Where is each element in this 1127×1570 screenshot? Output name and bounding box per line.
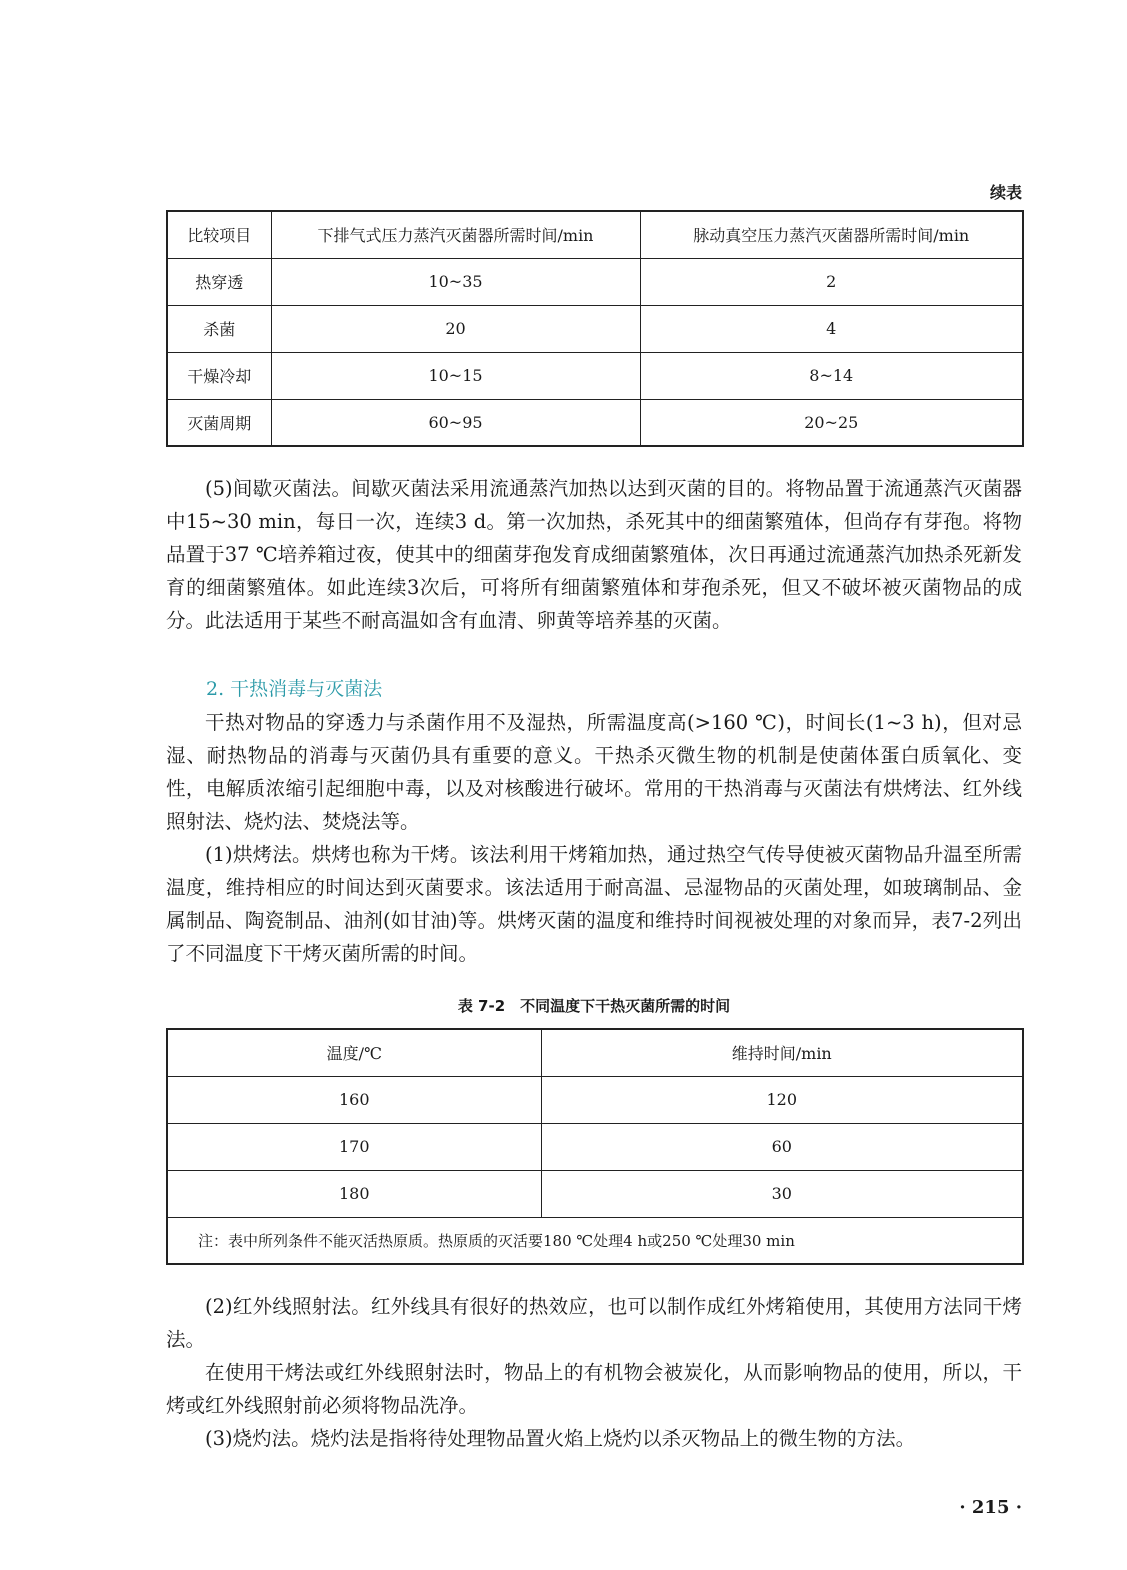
table-cell: 干燥冷却 — [167, 352, 271, 399]
table-header-row — [167, 1029, 1023, 1076]
table-cell: 8~14 — [640, 352, 1023, 399]
table-caption: 表 7-2 不同温度下干热灭菌所需的时间 — [457, 997, 731, 1015]
table-cell: 170 — [167, 1123, 541, 1170]
table-row — [167, 1170, 1023, 1217]
table-cell: 20~25 — [640, 399, 1023, 446]
paragraph-dry-heat-intro: 干热对物品的穿透力与杀菌作用不及湿热，所需温度高(>160 ℃)，时间长(1~3 h)，但对忌湿、耐热物品的消毒与灭菌仍具有重要的意义。干热杀灭微生物的机制是使菌体蛋白质氧化、变性，电解质浓缩引起细胞中毒，以及对核酸进行破坏。常用的干热消毒与灭菌法有烘烤法、红外线照射法、烧灼法、焚烧法等。 — [166, 711, 1022, 833]
table-row — [167, 1123, 1023, 1170]
table-cell: 热穿透 — [167, 258, 271, 305]
table-row — [167, 352, 1023, 399]
paragraph-infrared-method: (2)红外线照射法。红外线具有很好的热效应，也可以制作成红外烤箱使用，其使用方法同干烤法。 — [166, 1295, 1022, 1351]
table-row — [167, 399, 1023, 446]
table-cell: 20 — [271, 305, 640, 352]
dry-heat-time-table — [166, 1028, 1024, 1265]
table-cell: 120 — [541, 1076, 1023, 1123]
table-note-row — [167, 1217, 1023, 1264]
table-cell: 180 — [167, 1170, 541, 1217]
table-row — [167, 258, 1023, 305]
table-note: 注：表中所列条件不能灭活热原质。热原质的灭活要180 ℃处理4 h或250 ℃处理30 min — [167, 1217, 1023, 1264]
table-header-cell: 温度/℃ — [167, 1029, 541, 1076]
table-header-cell: 下排气式压力蒸汽灭菌器所需时间/min — [271, 211, 640, 258]
table-cell: 160 — [167, 1076, 541, 1123]
table-cell: 2 — [640, 258, 1023, 305]
paragraph-cleaning-note: 在使用干烤法或红外线照射法时，物品上的有机物会被炭化，从而影响物品的使用，所以，干烤或红外线照射前必须将物品洗净。 — [166, 1361, 1022, 1417]
table-header-cell: 比较项目 — [167, 211, 271, 258]
section-heading: 2. 干热消毒与灭菌法 — [206, 678, 383, 700]
table-cell: 灭菌周期 — [167, 399, 271, 446]
paragraph-intermittent-sterilization: (5)间歇灭菌法。间歇灭菌法采用流通蒸汽加热以达到灭菌的目的。将物品置于流通蒸汽灭菌器中15~30 min，每日一次，连续3 d。第一次加热，杀死其中的细菌繁殖体，但尚存有芽孢。将物品置于37 ℃培养箱过夜，使其中的细菌芽孢发育成细菌繁殖体，次日再通过流通蒸汽加热杀死新发育的细菌繁殖体。如此连续3次后，可将所有细菌繁殖体和芽孢杀死，但又不破坏被灭菌物品的成分。此法适用于某些不耐高温如含有血清、卵黄等培养基的灭菌。 — [166, 477, 1022, 632]
table-row — [167, 1076, 1023, 1123]
paragraph-flaming-method: (3)烧灼法。烧灼法是指将待处理物品置火焰上烧灼以杀灭物品上的微生物的方法。 — [205, 1427, 916, 1450]
paragraph-baking-method: (1)烘烤法。烘烤也称为干烤。该法利用干烤箱加热，通过热空气传导使被灭菌物品升温至所需温度，维持相应的时间达到灭菌要求。该法适用于耐高温、忌湿物品的灭菌处理，如玻璃制品、金属制品、陶瓷制品、油剂(如甘油)等。烘烤灭菌的温度和维持时间视被处理的对象而异，表7-2列出了不同温度下干烤灭菌所需的时间。 — [166, 843, 1022, 965]
sterilizer-comparison-table — [166, 210, 1024, 447]
table-cell: 4 — [640, 305, 1023, 352]
table-cell: 10~15 — [271, 352, 640, 399]
table-header-cell: 维持时间/min — [541, 1029, 1023, 1076]
table-header-cell: 脉动真空压力蒸汽灭菌器所需时间/min — [640, 211, 1023, 258]
table-cell: 杀菌 — [167, 305, 271, 352]
table-row — [167, 305, 1023, 352]
continued-table-label: 续表 — [989, 183, 1022, 202]
table-cell: 60~95 — [271, 399, 640, 446]
table-cell: 60 — [541, 1123, 1023, 1170]
table-header-row — [167, 211, 1023, 258]
page-number: · 215 · — [959, 1497, 1022, 1518]
table-cell: 10~35 — [271, 258, 640, 305]
table-cell: 30 — [541, 1170, 1023, 1217]
